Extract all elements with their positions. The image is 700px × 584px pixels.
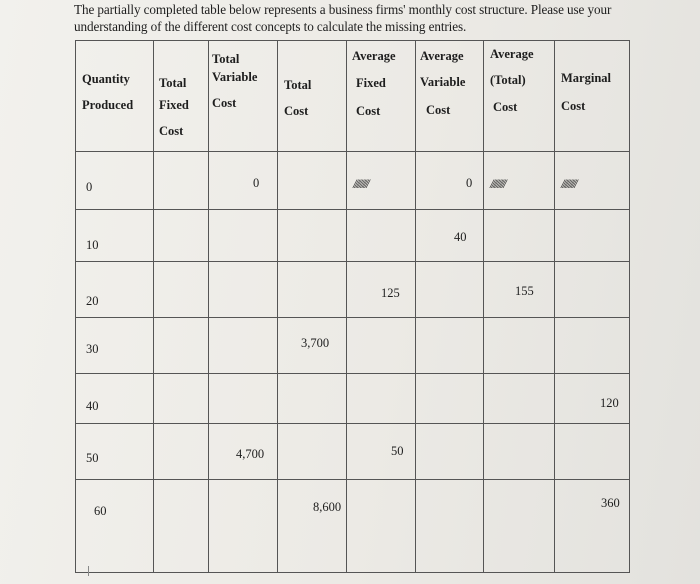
table-cell [347,374,416,424]
table-cell [484,374,555,424]
table-cell [278,210,347,262]
quantity-cell: 60 [94,504,107,518]
table-cell [484,318,555,374]
header-marginal-cost: Marginal Cost [555,41,630,152]
table-cell [484,424,555,480]
avc-cell: 40 [454,230,467,244]
mc-cell: 120 [600,396,619,410]
table-cell [347,318,416,374]
pen-mark [88,566,89,576]
quantity-cell: 30 [86,342,99,356]
table-row [76,318,630,374]
tc-cell: 8,600 [313,500,342,514]
table-row [76,152,630,210]
table-cell [154,210,209,262]
table-row [76,262,630,318]
table-cell [416,318,484,374]
table-cell [154,424,209,480]
quantity-cell: 10 [86,238,99,252]
instructions-text: The partially completed table below represents a business firms' monthly cost structure. Please use your understanding of the different cost concepts to calculate the missing entries. [74,2,612,34]
table-row [76,374,630,424]
header-row [76,41,630,152]
table-cell [278,424,347,480]
table-cell [484,480,555,573]
header-average-total-cost: Average (Total) Cost [484,41,555,152]
quantity-cell: 0 [86,180,93,194]
header-total-cost: Total Cost [278,41,347,152]
header-quantity-produced: Quantity Produced [76,41,154,152]
table-cell [555,318,630,374]
tvc-cell: 4,700 [236,447,265,461]
table-cell [416,480,484,573]
table-cell [416,262,484,318]
table-cell [416,374,484,424]
table-cell [154,152,209,210]
afc-cell: 50 [391,444,404,458]
table-cell [154,480,209,573]
table-cell [347,210,416,262]
afc-cell: ////////// [353,177,368,191]
table-cell [209,210,278,262]
mc-cell: 360 [601,496,620,510]
table-cell [209,262,278,318]
tc-cell: 3,700 [301,336,330,350]
table-row [76,480,630,573]
table-cell [555,210,630,262]
table-cell [278,262,347,318]
atc-cell: 155 [515,284,534,298]
table-cell [347,480,416,573]
table-cell [484,210,555,262]
table-cell [278,152,347,210]
table-row [76,210,630,262]
atc-cell: ////////// [490,177,505,191]
header-total-fixed-cost: Total Fixed Cost [154,41,209,152]
table-cell [209,374,278,424]
table-cell [154,374,209,424]
afc-cell: 125 [381,286,400,300]
table-cell [416,424,484,480]
table-cell [555,424,630,480]
avc-cell: 0 [466,176,473,190]
table-cell [154,262,209,318]
quantity-cell: 20 [86,294,99,308]
table-cell [555,262,630,318]
header-average-variable-cost: Average Variable Cost [416,41,484,152]
quantity-cell: 40 [86,399,99,413]
header-total-variable-cost: Total Variable Cost [209,41,278,152]
quantity-cell: 50 [86,451,99,465]
table-cell [154,318,209,374]
header-average-fixed-cost: Average Fixed Cost [347,41,416,152]
cost-table [75,40,630,573]
tvc-cell: 0 [253,176,260,190]
table-row [76,424,630,480]
mc-cell: ////////// [561,177,576,191]
table-cell [209,480,278,573]
table-cell [278,374,347,424]
table-cell [209,318,278,374]
